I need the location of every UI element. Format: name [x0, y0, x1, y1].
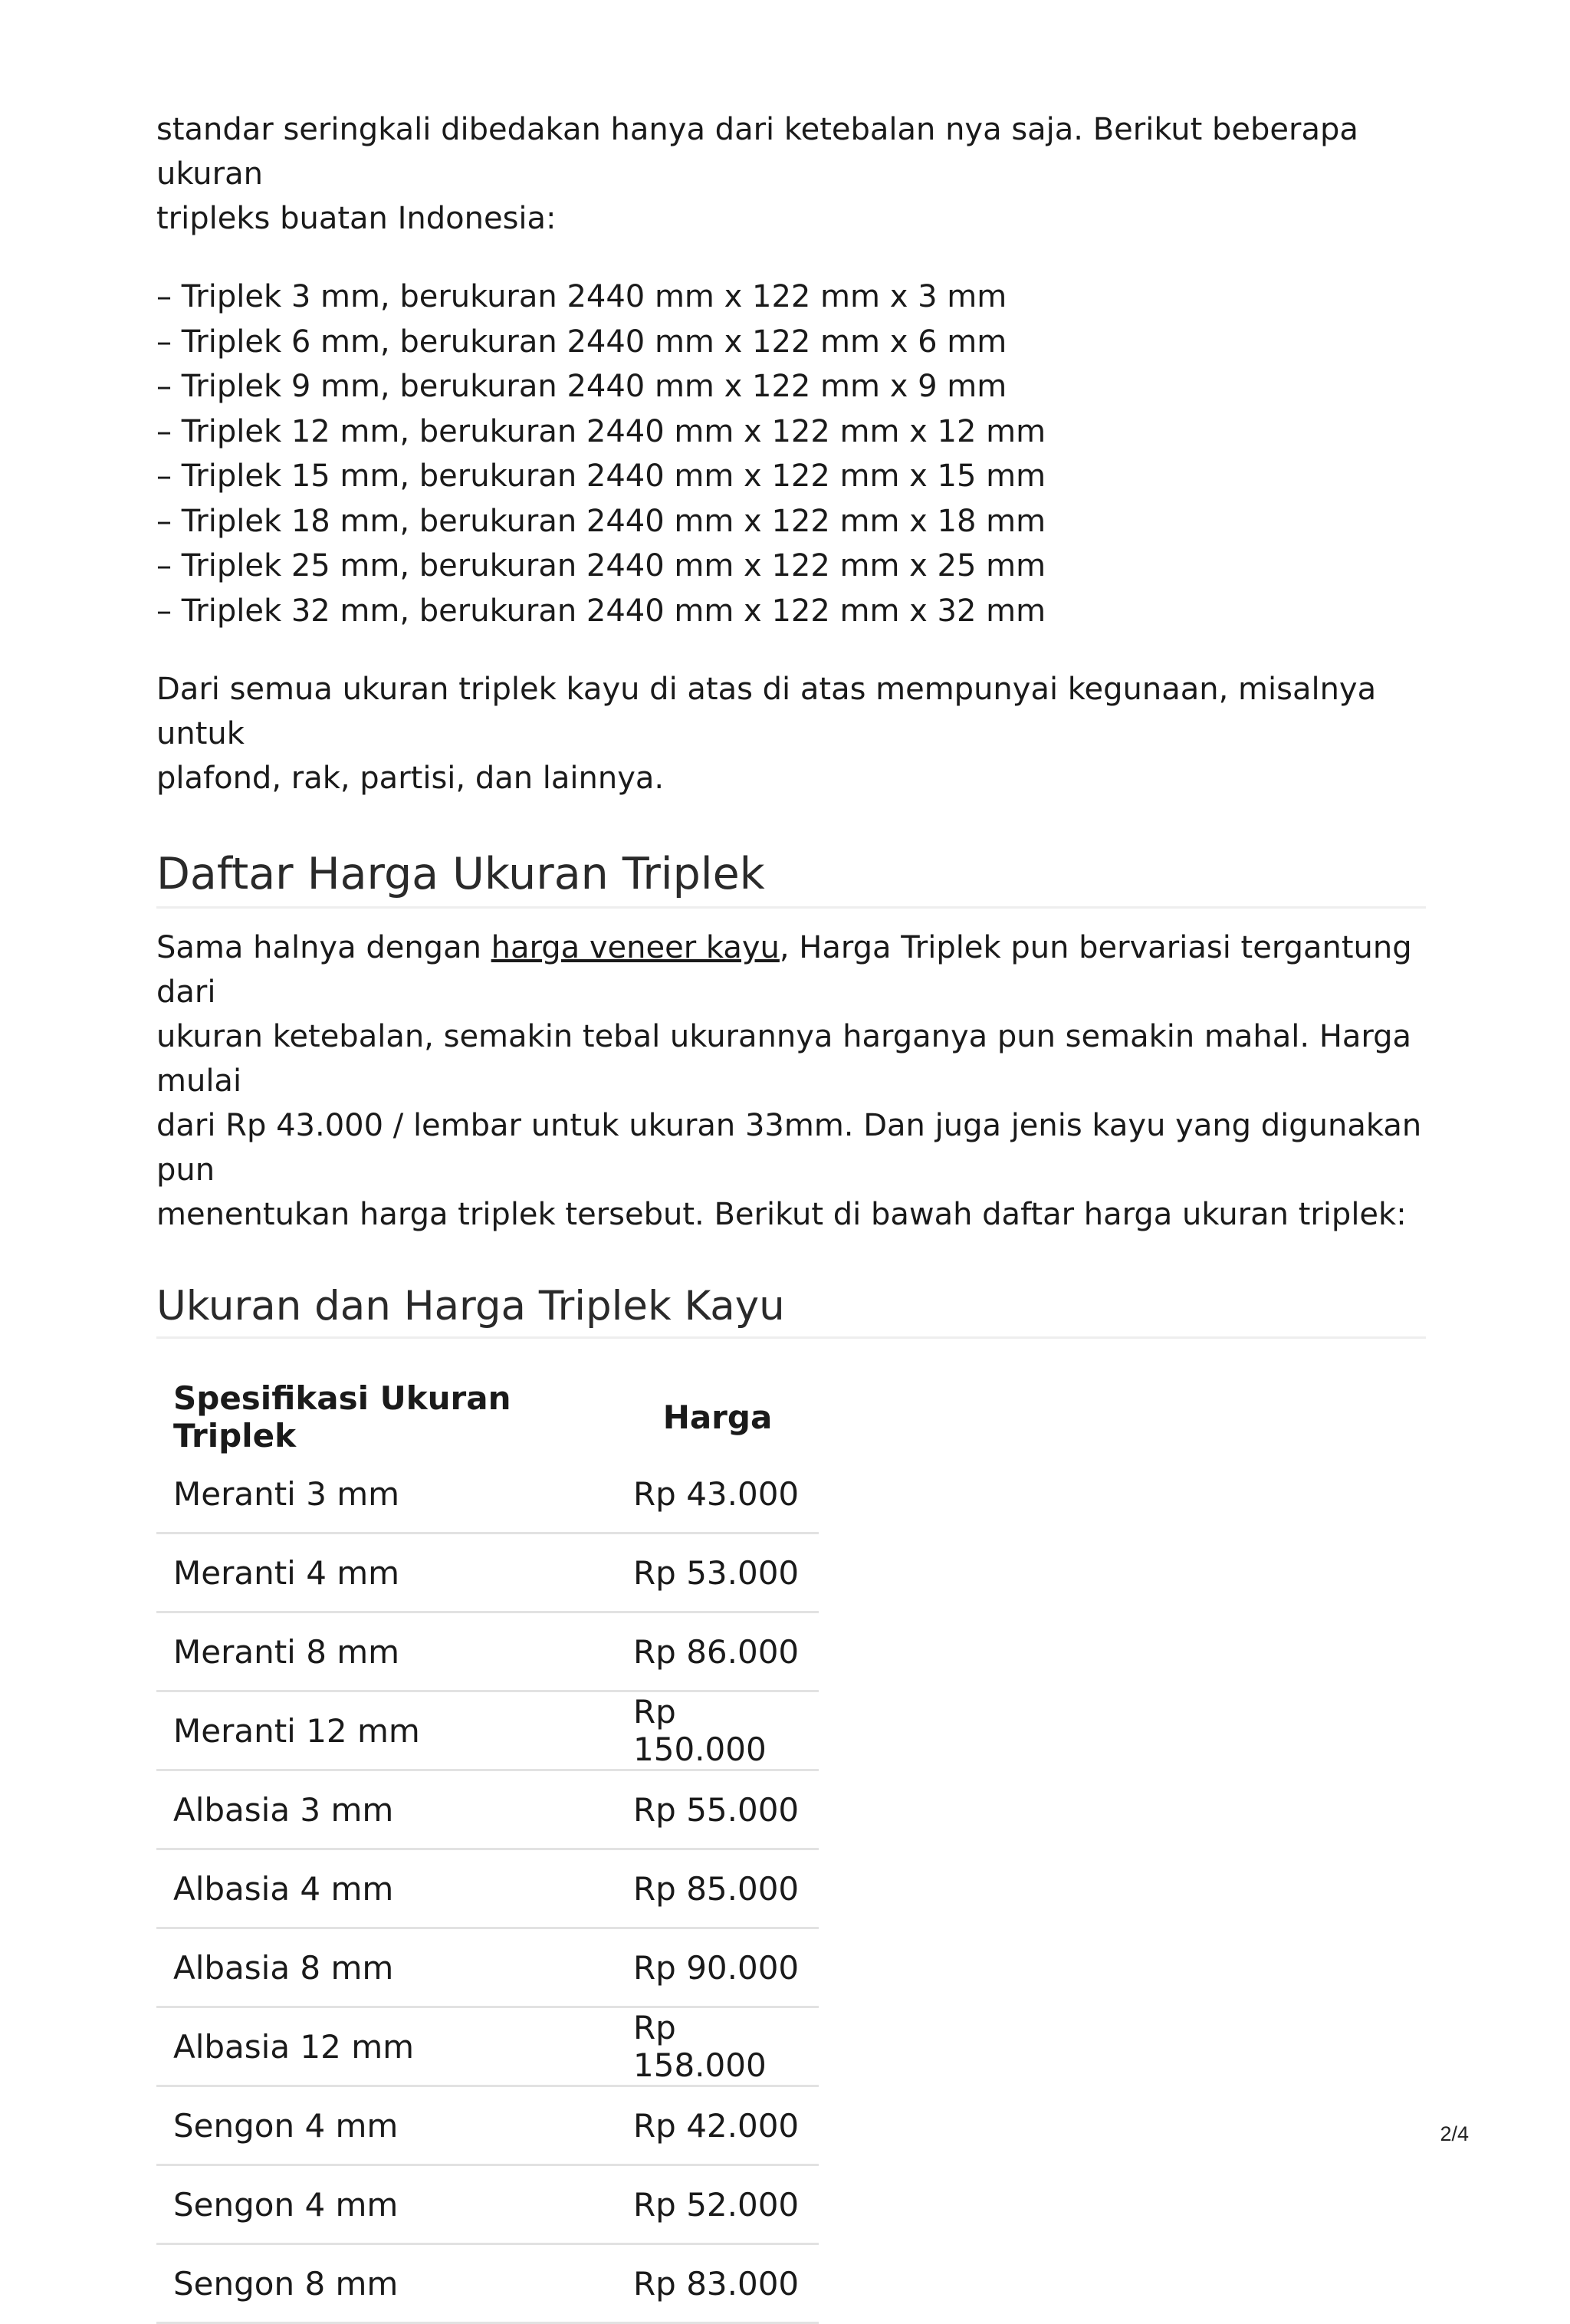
intro-line-2: tripleks buatan Indonesia:: [156, 201, 557, 236]
spec-cell: Meranti 4 mm: [156, 1533, 616, 1612]
table-row: [156, 1612, 819, 1691]
price-line-3: dari Rp 43.000 / lembar untuk ukuran 33mm. Dan juga jenis kayu yang digunakan pun: [156, 1108, 1422, 1188]
price-cell: Rp 53.000: [616, 1533, 819, 1612]
spec-cell: Meranti 3 mm: [156, 1455, 616, 1533]
price-paragraph: [156, 925, 1426, 1237]
table-row: [156, 1770, 819, 1849]
spec-cell: Sengon 4 mm: [156, 2086, 616, 2165]
spec-cell: Albasia 4 mm: [156, 1849, 616, 1928]
intro-paragraph: [156, 107, 1426, 241]
price-cell: Rp 52.000: [616, 2165, 819, 2244]
list-item: – Triplek 25 mm, berukuran 2440 mm x 122 mm x 25 mm: [156, 548, 1046, 583]
table-row: [156, 2007, 819, 2086]
price-cell: Rp 42.000: [616, 2086, 819, 2165]
page-number: 2/4: [1440, 2122, 1469, 2145]
table-header-row: [156, 1379, 819, 1455]
table-row: [156, 1691, 819, 1770]
table-row: [156, 1455, 819, 1533]
document-page: [156, 107, 1426, 2324]
usage-paragraph: [156, 667, 1426, 800]
spec-cell: Sengon 8 mm: [156, 2244, 616, 2323]
list-item: – Triplek 9 mm, berukuran 2440 mm x 122 mm x 9 mm: [156, 369, 1007, 404]
header-spec: Spesifikasi Ukuran Triplek: [173, 1379, 511, 1455]
table-row: [156, 1928, 819, 2007]
price-cell: Rp 85.000: [616, 1849, 819, 1928]
price-line-4: menentukan harga triplek tersebut. Berikut di bawah daftar harga ukuran triplek:: [156, 1197, 1407, 1232]
price-table: [156, 1379, 819, 2324]
spec-cell: Albasia 12 mm: [156, 2007, 616, 2086]
intro-line-1: standar seringkali dibedakan hanya dari ketebalan nya saja. Berikut beberapa ukuran: [156, 112, 1358, 192]
list-item: – Triplek 15 mm, berukuran 2440 mm x 122 mm x 15 mm: [156, 459, 1046, 494]
price-cell: Rp 55.000: [616, 1770, 819, 1849]
list-item: – Triplek 6 mm, berukuran 2440 mm x 122 mm x 6 mm: [156, 324, 1007, 360]
list-item: – Triplek 32 mm, berukuran 2440 mm x 122 mm x 32 mm: [156, 593, 1046, 629]
price-cell: Rp 43.000: [616, 1455, 819, 1533]
veneer-price-link[interactable]: harga veneer kayu: [491, 930, 780, 965]
spec-cell: Meranti 12 mm: [156, 1691, 616, 1770]
spec-cell: Sengon 4 mm: [156, 2165, 616, 2244]
price-cell: Rp 83.000: [616, 2244, 819, 2323]
price-cell: Rp 150.000: [616, 1691, 819, 1770]
price-section-heading: Daftar Harga Ukuran Triplek: [156, 846, 1426, 909]
table-row: [156, 2086, 819, 2165]
list-item: – Triplek 12 mm, berukuran 2440 mm x 122 mm x 12 mm: [156, 413, 1046, 449]
table-row: [156, 1533, 819, 1612]
price-line-2: ukuran ketebalan, semakin tebal ukurannya harganya pun semakin mahal. Harga mulai: [156, 1019, 1412, 1099]
header-price: Harga: [662, 1398, 773, 1436]
usage-line-1: Dari semua ukuran triplek kayu di atas di atas mempunyai kegunaan, misalnya untuk: [156, 672, 1377, 751]
price-cell: Rp 86.000: [616, 1612, 819, 1691]
list-item: – Triplek 18 mm, berukuran 2440 mm x 122 mm x 18 mm: [156, 503, 1046, 539]
spec-cell: Meranti 8 mm: [156, 1612, 616, 1691]
size-price-subheading: Ukuran dan Harga Triplek Kayu: [156, 1281, 1426, 1339]
table-row: [156, 1849, 819, 1928]
table-row: [156, 2165, 819, 2244]
triplek-size-list: [156, 274, 1426, 633]
price-line-1-start: Sama halnya dengan: [156, 930, 491, 965]
table-row: [156, 2244, 819, 2323]
spec-cell: Albasia 8 mm: [156, 1928, 616, 2007]
list-item: – Triplek 3 mm, berukuran 2440 mm x 122 mm x 3 mm: [156, 279, 1007, 314]
spec-cell: Albasia 3 mm: [156, 1770, 616, 1849]
usage-line-2: plafond, rak, partisi, dan lainnya.: [156, 761, 665, 796]
price-line-1-end: , Harga Triplek pun bervariasi tergantung dari: [156, 930, 1412, 1010]
price-cell: Rp 90.000: [616, 1928, 819, 2007]
price-cell: Rp 158.000: [616, 2007, 819, 2086]
